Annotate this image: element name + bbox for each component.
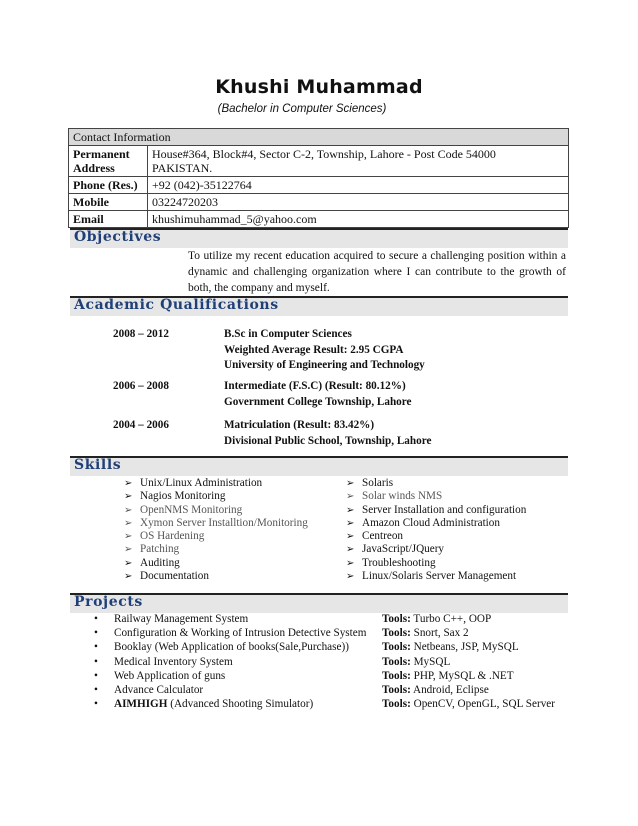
arrow-bullet-icon: ➢ (124, 557, 133, 569)
skills-right-list (346, 477, 526, 583)
arrow-bullet-icon: ➢ (124, 491, 133, 503)
address-label: Permanent Address (69, 146, 148, 177)
list-item: ➢ Troubleshooting (346, 556, 436, 569)
list-item: ➢ Patching (124, 543, 180, 556)
list-item: • Medical Inventory System (94, 655, 233, 668)
academic-header (70, 296, 568, 316)
projects-header (70, 593, 568, 613)
skills-header (70, 456, 568, 476)
bullet-icon: • (94, 684, 98, 697)
list-item: ➢ Solaris (346, 477, 394, 489)
list-item: • AIMHIGH (Advanced Shooting Simulator) (94, 698, 314, 711)
projects-title: Projects (74, 594, 143, 610)
list-item: • Configuration & Working of Intrusion Detective System (94, 627, 367, 640)
table-row (69, 211, 569, 228)
bullet-icon: • (94, 655, 98, 668)
arrow-bullet-icon: ➢ (346, 491, 355, 503)
bullet-icon: • (94, 613, 98, 625)
academic-details: Intermediate (F.S.C) (Result: 80.12%) Government College Township, Lahore (224, 380, 412, 408)
skills-title: Skills (74, 457, 122, 473)
arrow-bullet-icon: ➢ (346, 517, 355, 529)
bullet-icon: • (94, 627, 98, 640)
project-tools: Tools: PHP, MySQL & .NET (382, 669, 514, 682)
contact-title: Contact Information (69, 129, 569, 146)
list-item: ➢ Xymon Server Installtion/Monitoring (124, 516, 308, 529)
skills-left-list (124, 477, 308, 583)
list-item: ➢ Server Installation and configuration (346, 503, 527, 516)
bullet-icon: • (94, 641, 98, 654)
project-tools: Tools: Netbeans, JSP, MySQL (382, 641, 519, 654)
table-row (69, 146, 569, 177)
arrow-bullet-icon: ➢ (124, 478, 133, 489)
academic-details: Matriculation (Result: 83.42%) Divisional Public School, Township, Lahore (224, 419, 432, 447)
list-item: ➢ Documentation (124, 570, 209, 583)
arrow-bullet-icon: ➢ (346, 478, 355, 489)
list-item: • Web Application of guns (94, 669, 226, 682)
table-row (69, 177, 569, 194)
address-value: House#364, Block#4, Sector C-2, Township, Lahore - Post Code 54000 PAKISTAN. (148, 146, 569, 177)
bullet-icon: • (94, 698, 98, 711)
table-row (69, 194, 569, 211)
project-tools: Tools: Android, Eclipse (382, 684, 489, 697)
academic-details: B.Sc in Computer Sciences Weighted Average Result: 2.95 CGPA University of Engineering and Technology (224, 328, 425, 371)
arrow-bullet-icon: ➢ (346, 504, 355, 516)
project-tools: Tools: MySQL (382, 655, 451, 668)
academic-years: 2006 – 2008 (113, 380, 169, 392)
contact-table (68, 128, 569, 228)
academic-years: 2008 – 2012 (113, 328, 169, 340)
arrow-bullet-icon: ➢ (346, 544, 355, 556)
arrow-bullet-icon: ➢ (124, 517, 133, 529)
resume-subtitle: (Bachelor in Computer Sciences) (217, 103, 387, 115)
objectives-header (70, 228, 568, 248)
arrow-bullet-icon: ➢ (346, 557, 355, 569)
phone-value: +92 (042)-35122764 (148, 177, 569, 194)
list-item: ➢ Nagios Monitoring (124, 490, 226, 503)
project-tools: Tools: OpenCV, OpenGL, SQL Server (382, 698, 555, 711)
arrow-bullet-icon: ➢ (346, 571, 355, 583)
projects-tools-list (382, 612, 555, 711)
list-item: ➢ Auditing (124, 556, 180, 569)
list-item: ➢ Unix/Linux Administration (124, 477, 263, 489)
project-tools: Tools: Snort, Sax 2 (382, 627, 469, 640)
list-item: • Railway Management System (94, 613, 249, 625)
projects-list (94, 612, 366, 711)
objectives-title: Objectives (74, 229, 162, 245)
list-item: • Booklay (Web Application of books(Sale,Purchase)) (94, 641, 349, 654)
list-item: ➢ JavaScript/JQuery (346, 543, 445, 556)
arrow-bullet-icon: ➢ (124, 571, 133, 583)
list-item: ➢ Centreon (346, 530, 404, 543)
project-tools: Tools: Turbo C++, OOP (382, 613, 492, 625)
list-item: • Advance Calculator (94, 684, 204, 697)
phone-label: Phone (Res.) (69, 177, 148, 194)
email-label: Email (69, 211, 148, 228)
objectives-text: To utilize my recent education acquired to secure a challenging position within a dynamic and challenging organization where I can contribute to the growth of both, the company and myself. (188, 250, 566, 294)
email-value: khushimuhammad_5@yahoo.com (148, 211, 569, 228)
bullet-icon: • (94, 669, 98, 682)
arrow-bullet-icon: ➢ (346, 531, 355, 543)
arrow-bullet-icon: ➢ (124, 531, 133, 543)
list-item: ➢ OpenNMS Monitoring (124, 503, 243, 516)
arrow-bullet-icon: ➢ (124, 544, 133, 556)
list-item: ➢ OS Hardening (124, 530, 205, 543)
list-item: ➢ Linux/Solaris Server Management (346, 570, 517, 583)
academic-years: 2004 – 2006 (113, 419, 169, 431)
arrow-bullet-icon: ➢ (124, 504, 133, 516)
academic-title: Academic Qualifications (74, 297, 279, 313)
resume-name: Khushi Muhammad (215, 76, 423, 98)
mobile-label: Mobile (69, 194, 148, 211)
list-item: ➢ Solar winds NMS (346, 490, 443, 503)
mobile-value: 03224720203 (148, 194, 569, 211)
list-item: ➢ Amazon Cloud Administration (346, 516, 500, 529)
